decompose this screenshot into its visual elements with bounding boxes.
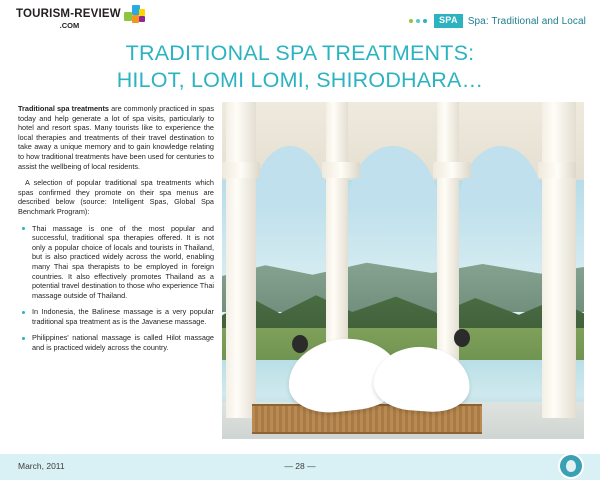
page-header — [0, 0, 600, 38]
brand-domain: .COM — [59, 21, 80, 30]
section-title: Spa: Traditional and Local — [467, 15, 586, 27]
page-title — [0, 40, 600, 94]
list-item: In Indonesia, the Balinese massage is a very popular traditional spa treatment as is the Javanese massage. — [18, 307, 214, 326]
article-paragraph-1 — [18, 104, 214, 171]
photo-pillar — [226, 102, 256, 418]
section-header — [409, 14, 586, 28]
page-footer — [0, 440, 600, 480]
section-badge: SPA — [434, 14, 463, 28]
leaf-badge-icon — [560, 455, 582, 477]
photo-pavilion-arches — [222, 102, 584, 180]
list-item: Philippines' national massage is called Hilot massage and is practiced widely across the country. — [18, 333, 214, 352]
list-item: Thai massage is one of the most popular and successful, traditional spa therapies offered. It is not only a popular choice of locals and tourists in Thailand, but is also practiced widely across the world, enabling many Thai spa therapists to be employed in foreign countries. It also effectively promotes Thailand as a potential travel destination to those who experience Thai massage outside of Thailand. — [18, 224, 214, 301]
article-text-column — [18, 104, 214, 360]
photo-pillar — [542, 102, 576, 418]
colored-squares-icon — [124, 5, 146, 27]
article-bullet-list — [18, 224, 214, 353]
brand-name: TOURISM-REVIEW — [16, 8, 121, 20]
article-paragraph-2: A selection of popular traditional spa treatments which spas confirmed they promote on their spa menus are described below (source: Intelligent Spas, Global Spa Benchmark Program): — [18, 178, 214, 216]
photo-person-head — [292, 335, 308, 353]
article-paragraph-1-text: are commonly practiced in spas today and help generate a lot of spa visits, particularly to hotel and resort spas. Many tourists like to experience the local therapies and treatments of their travel destination to take away a unique memory and to gain knowledge relating to how traditional treatments have been used for centuries to assist the wellbeing of local residents. — [18, 104, 214, 171]
dots-icon — [409, 19, 427, 23]
photo-person-head — [454, 329, 470, 347]
page-title-line-1: TRADITIONAL SPA TREATMENTS: — [125, 41, 475, 65]
footer-page-number: — 28 — — [284, 461, 316, 471]
page-title-line-2: HILOT, LOMI LOMI, SHIRODHARA… — [116, 68, 484, 92]
brand-logo-block[interactable] — [16, 8, 146, 30]
article-lead-in: Traditional spa treatments — [18, 104, 109, 113]
footer-date: March, 2011 — [18, 461, 65, 471]
article-photo — [222, 102, 584, 439]
brand-text — [16, 8, 121, 30]
